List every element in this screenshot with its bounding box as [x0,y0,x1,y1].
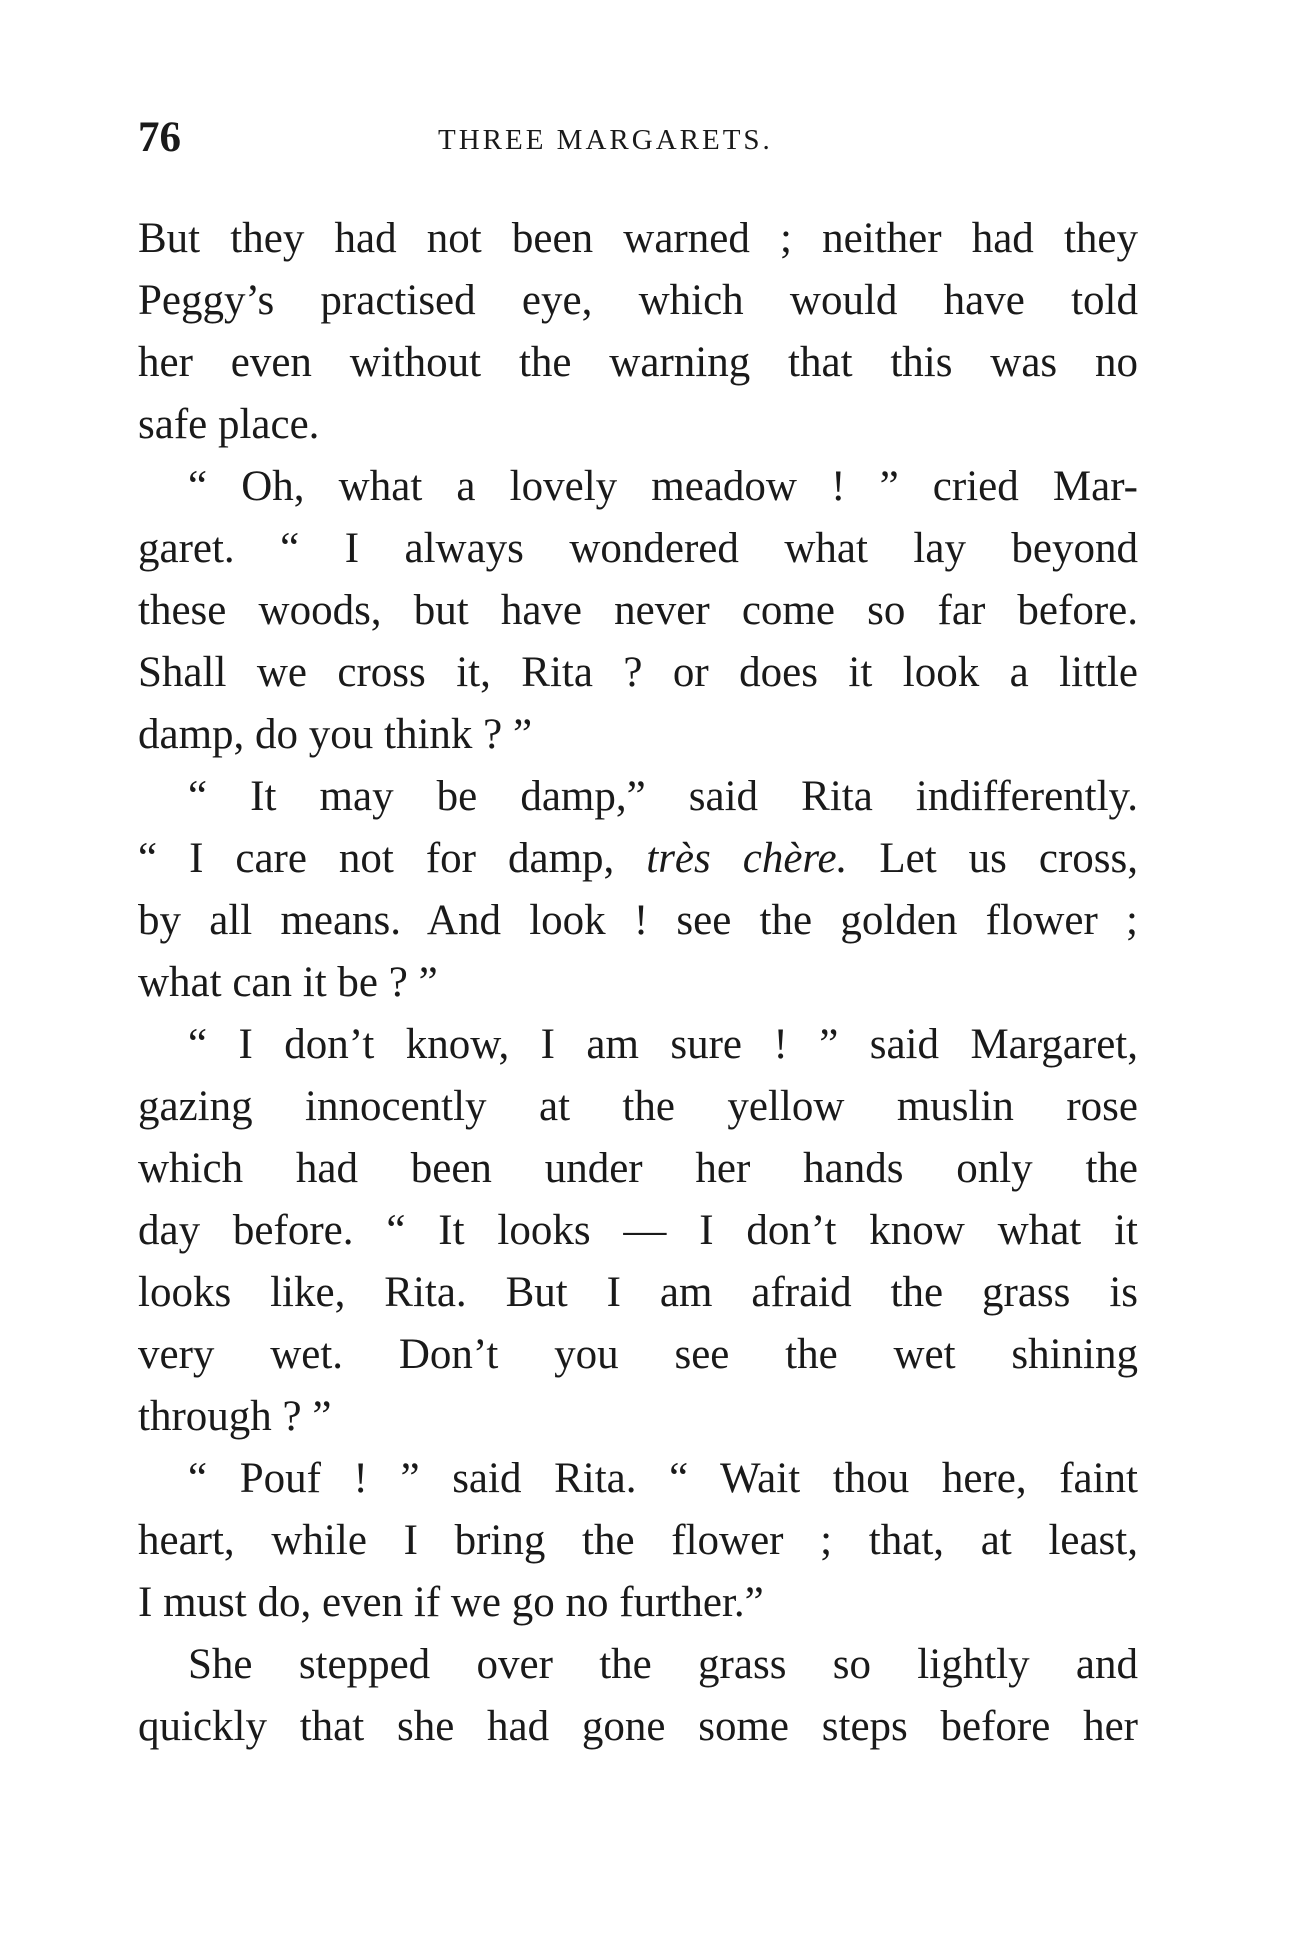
text-line: which had been under her hands only the [138,1145,1138,1192]
text-line: I must do, even if we go no further.” [138,1579,764,1626]
text-line: “ It may be damp,” said Rita indifferently. [188,773,1138,820]
running-title: THREE MARGARETS. [438,124,773,156]
text-line: her even without the warning that this was no [138,339,1138,386]
text-line: quickly that she had gone some steps before her [138,1703,1138,1750]
text-line: Shall we cross it, Rita ? or does it look a little [138,649,1138,696]
body-text [138,208,1138,1758]
text-line: She stepped over the grass so lightly and [188,1641,1138,1688]
text-line: gazing innocently at the yellow muslin rose [138,1083,1138,1130]
text-line: garet. “ I always wondered what lay beyond [138,525,1138,572]
running-head [138,108,1138,168]
text-line: “ I care not for damp, très chère. Let us cross, [138,835,1138,882]
text-line: But they had not been warned ; neither had they [138,215,1138,262]
text-line: damp, do you think ? ” [138,711,533,758]
text-line: these woods, but have never come so far before. [138,587,1138,634]
page-number: 76 [138,114,181,161]
text-line: “ Pouf ! ” said Rita. “ Wait thou here, faint [188,1455,1138,1502]
text-line: through ? ” [138,1393,332,1440]
text-line: safe place. [138,401,320,448]
text-line: by all means. And look ! see the golden flower ; [138,897,1138,944]
text-line: “ I don’t know, I am sure ! ” said Margaret, [188,1021,1138,1068]
text-line: heart, while I bring the flower ; that, at least, [138,1517,1138,1564]
text-line: looks like, Rita. But I am afraid the grass is [138,1269,1138,1316]
text-line: what can it be ? ” [138,959,438,1006]
text-line: very wet. Don’t you see the wet shining [138,1331,1138,1378]
text-line: Peggy’s practised eye, which would have told [138,277,1138,324]
text-line: “ Oh, what a lovely meadow ! ” cried Mar- [188,463,1138,510]
text-line: day before. “ It looks — I don’t know what it [138,1207,1138,1254]
